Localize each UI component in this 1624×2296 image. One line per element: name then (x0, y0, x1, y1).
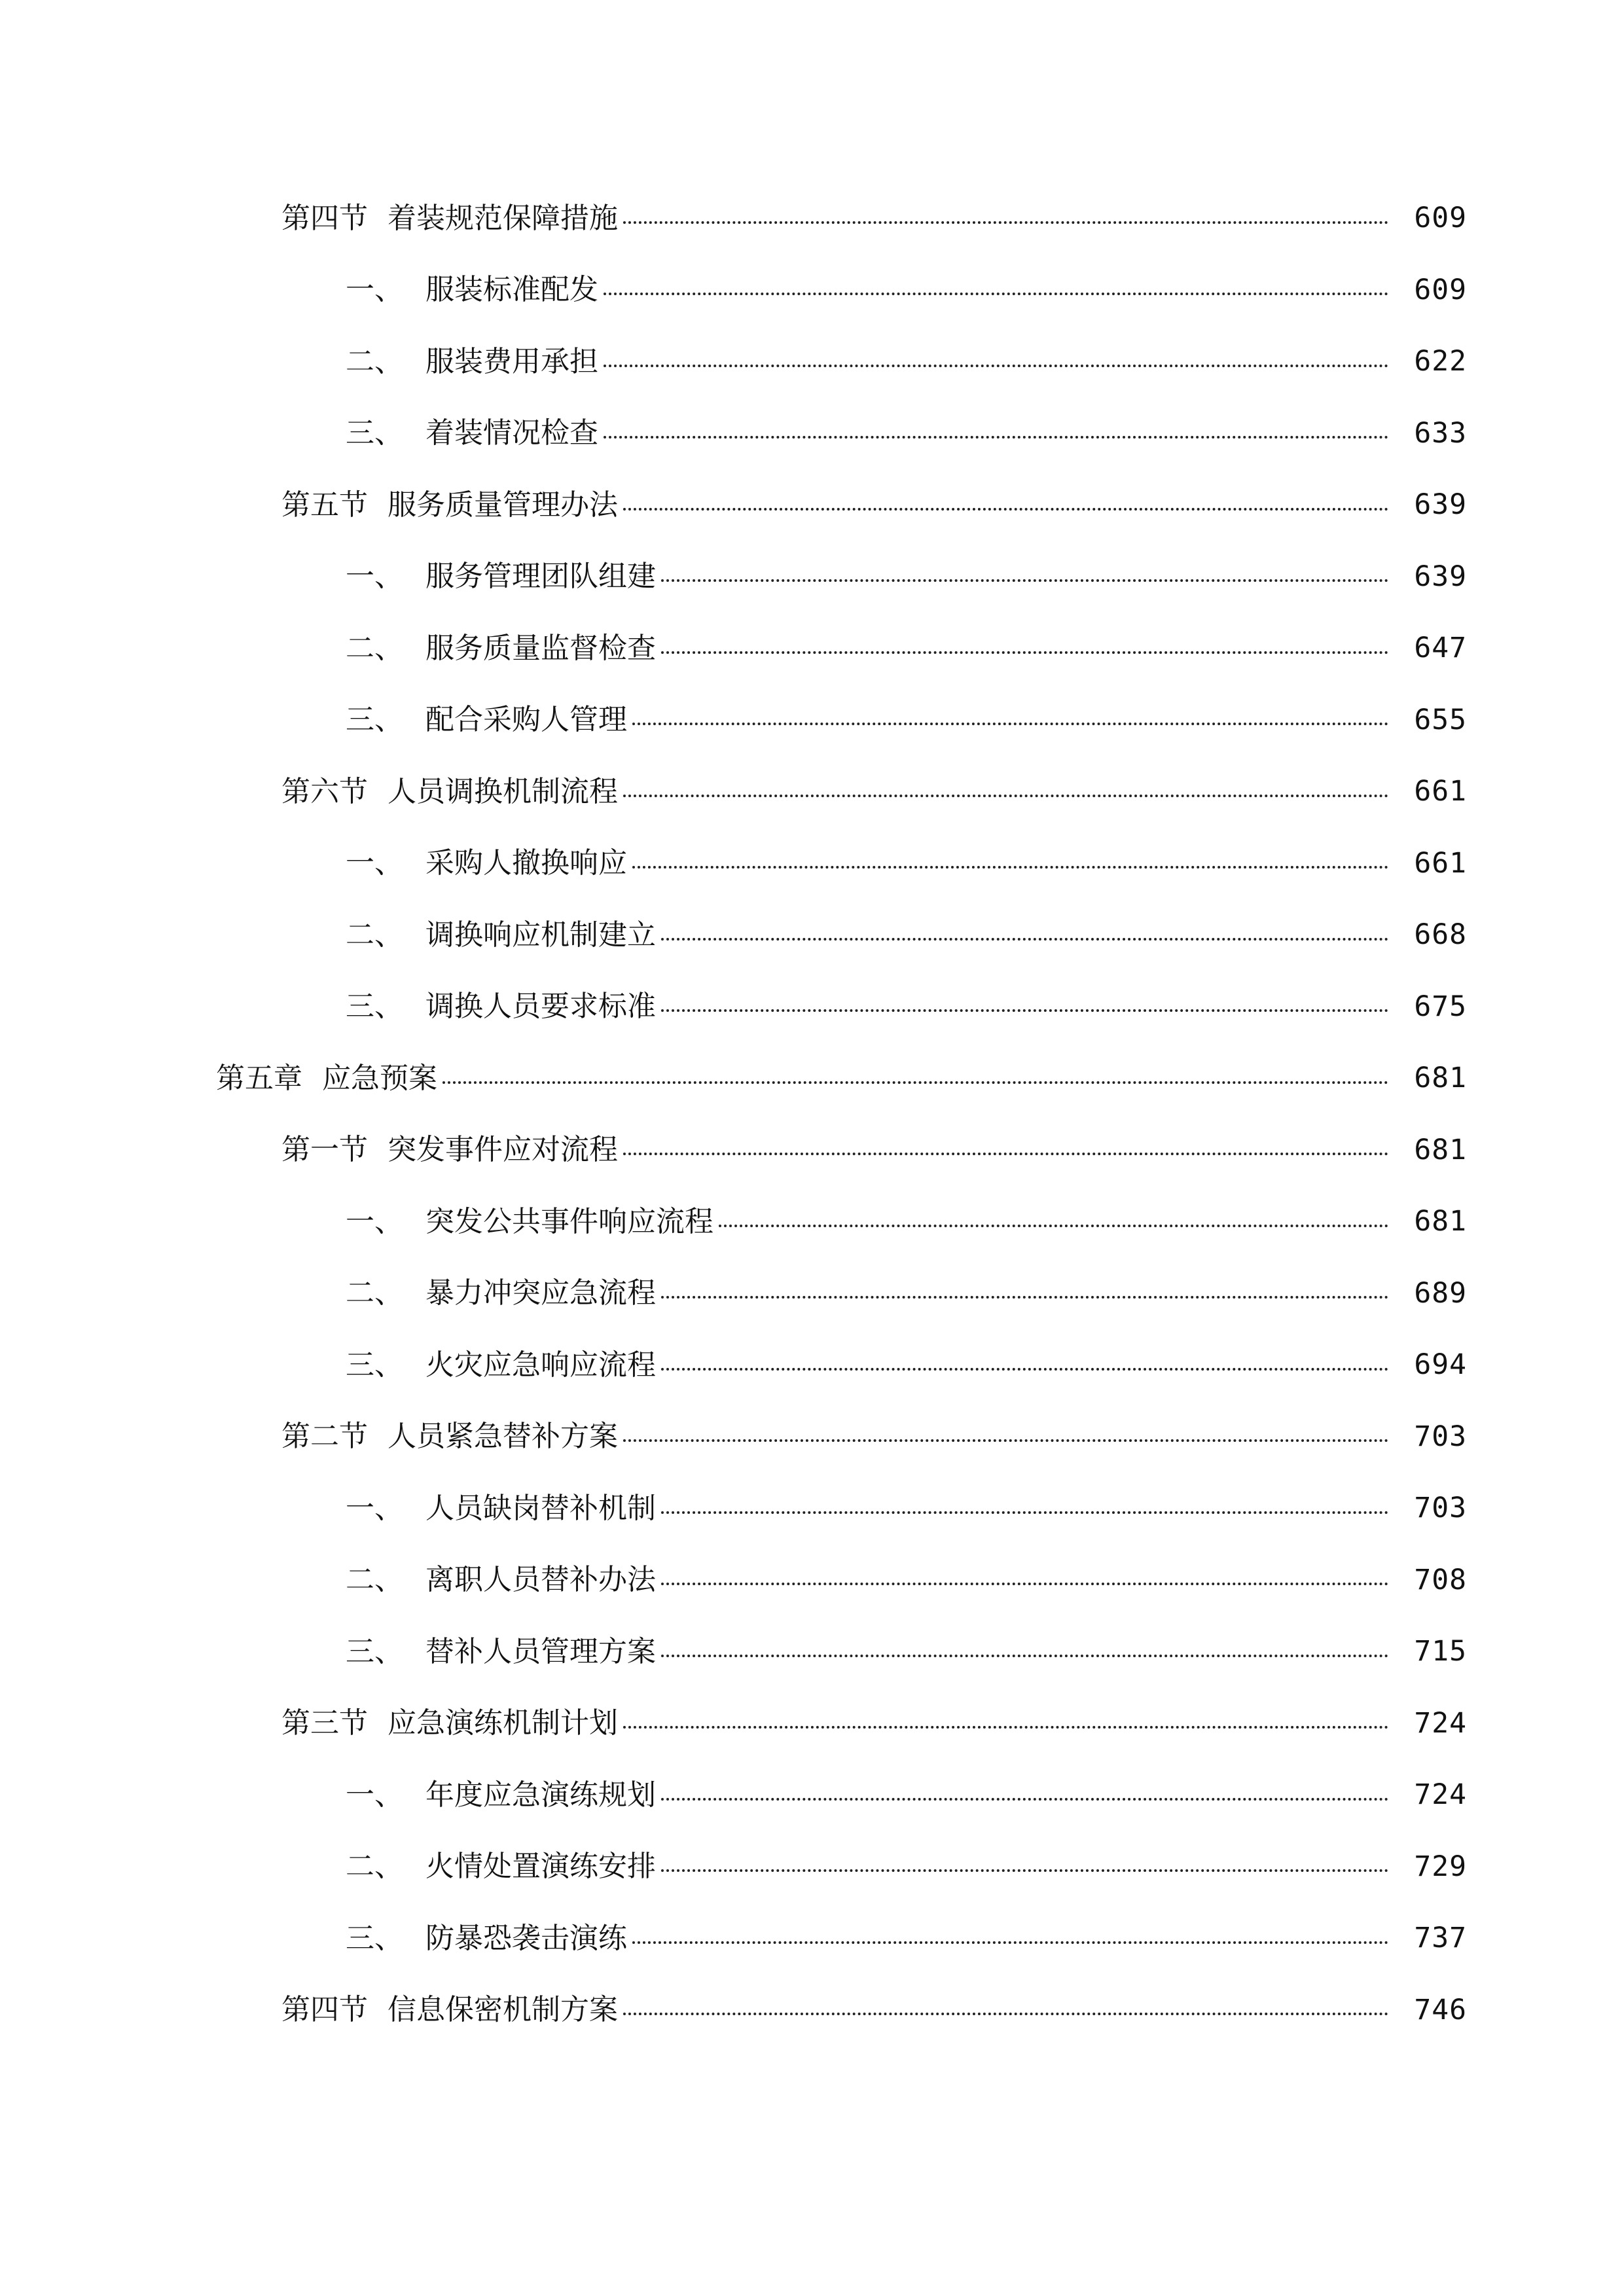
toc-entry-number: 第二节 (281, 1420, 368, 1454)
toc-entry-title: 着装情况检查 (425, 416, 598, 450)
toc-entry-page-number: 639 (1414, 560, 1467, 593)
dot-leader (623, 221, 1388, 224)
toc-entry-page-number: 609 (1414, 273, 1467, 306)
table-of-contents (0, 183, 1624, 2046)
toc-entry-title: 配合采购人管理 (425, 703, 627, 737)
dot-leader (661, 1368, 1388, 1371)
dot-leader (661, 1655, 1388, 1657)
toc-entry-number: 二、 (346, 1276, 403, 1310)
toc-entry-title: 着装规范保障措施 (388, 201, 618, 235)
toc-entry-number: 第三节 (281, 1706, 368, 1740)
toc-entry-page-number: 681 (1414, 1133, 1467, 1166)
toc-entry-number: 三、 (346, 703, 403, 737)
toc-entry-title: 应急预案 (322, 1061, 437, 1095)
toc-entry[interactable] (0, 1043, 1624, 1115)
toc-entry-title: 暴力冲突应急流程 (425, 1276, 656, 1310)
toc-entry-title: 信息保密机制方案 (388, 1993, 618, 2027)
toc-entry[interactable] (0, 828, 1624, 900)
toc-entry[interactable] (0, 541, 1624, 613)
toc-entry[interactable] (0, 971, 1624, 1043)
toc-entry[interactable] (0, 899, 1624, 971)
toc-entry-title: 人员调换机制流程 (388, 774, 618, 808)
toc-entry[interactable] (0, 1473, 1624, 1545)
toc-entry-title: 应急演练机制计划 (388, 1706, 618, 1740)
toc-entry-number: 一、 (346, 1778, 403, 1812)
toc-entry-number: 第六节 (281, 774, 368, 808)
toc-entry-number: 第四节 (281, 201, 368, 235)
toc-entry-title: 火情处置演练安排 (425, 1850, 656, 1884)
dot-leader (623, 2013, 1388, 2015)
toc-entry-number: 一、 (346, 846, 403, 880)
toc-entry-page-number: 681 (1414, 1205, 1467, 1238)
toc-entry-page-number: 668 (1414, 918, 1467, 952)
toc-entry-number: 二、 (346, 918, 403, 952)
toc-entry-page-number: 647 (1414, 632, 1467, 665)
toc-entry[interactable] (0, 1401, 1624, 1473)
toc-entry-number: 一、 (346, 273, 403, 307)
dot-leader (661, 1798, 1388, 1801)
dot-leader (632, 866, 1388, 869)
toc-entry[interactable] (0, 398, 1624, 470)
toc-entry[interactable] (0, 1545, 1624, 1617)
toc-entry-title: 服装费用承担 (425, 344, 598, 378)
toc-entry-number: 一、 (346, 1491, 403, 1525)
toc-entry[interactable] (0, 1688, 1624, 1760)
toc-entry-page-number: 609 (1414, 202, 1467, 235)
toc-entry[interactable] (0, 326, 1624, 398)
toc-entry-title: 服装标准配发 (425, 273, 598, 307)
toc-entry-title: 采购人撤换响应 (425, 846, 627, 880)
toc-entry-title: 服务管理团队组建 (425, 560, 656, 594)
toc-entry[interactable] (0, 685, 1624, 757)
toc-entry[interactable] (0, 613, 1624, 685)
toc-entry-title: 火灾应急响应流程 (425, 1348, 656, 1382)
dot-leader (661, 1869, 1388, 1872)
toc-entry-title: 调换响应机制建立 (425, 918, 656, 952)
toc-entry-page-number: 694 (1414, 1348, 1467, 1382)
toc-entry-page-number: 746 (1414, 1993, 1467, 2026)
dot-leader (632, 723, 1388, 725)
toc-entry-title: 防暴恐袭击演练 (425, 1921, 627, 1955)
toc-entry-title: 调换人员要求标准 (425, 990, 656, 1024)
toc-entry-title: 替补人员管理方案 (425, 1634, 656, 1668)
toc-entry[interactable] (0, 1329, 1624, 1401)
dot-leader (623, 508, 1388, 511)
toc-entry-page-number: 715 (1414, 1635, 1467, 1668)
toc-entry-page-number: 708 (1414, 1563, 1467, 1596)
toc-entry[interactable] (0, 255, 1624, 327)
toc-entry[interactable] (0, 1258, 1624, 1330)
dot-leader (623, 1726, 1388, 1729)
toc-entry-number: 二、 (346, 344, 403, 378)
dot-leader (604, 293, 1388, 295)
toc-entry-page-number: 655 (1414, 703, 1467, 736)
dot-leader (604, 436, 1388, 439)
dot-leader (661, 1009, 1388, 1012)
toc-entry-page-number: 681 (1414, 1062, 1467, 1095)
toc-entry[interactable] (0, 1115, 1624, 1187)
toc-entry[interactable] (0, 469, 1624, 541)
toc-entry-number: 三、 (346, 1921, 403, 1955)
dot-leader (623, 1439, 1388, 1442)
dot-leader (661, 579, 1388, 582)
toc-entry-page-number: 675 (1414, 990, 1467, 1023)
dot-leader (623, 795, 1388, 797)
dot-leader (719, 1225, 1388, 1227)
toc-entry[interactable] (0, 1186, 1624, 1258)
toc-entry-page-number: 729 (1414, 1850, 1467, 1883)
dot-leader (661, 1511, 1388, 1514)
dot-leader (623, 1153, 1388, 1155)
toc-entry[interactable] (0, 1759, 1624, 1831)
toc-entry-number: 第一节 (281, 1133, 368, 1167)
dot-leader (604, 365, 1388, 367)
toc-entry-title: 离职人员替补办法 (425, 1563, 656, 1597)
toc-entry-title: 突发事件应对流程 (388, 1133, 618, 1167)
toc-entry-number: 二、 (346, 1563, 403, 1597)
toc-entry-number: 第四节 (281, 1993, 368, 2027)
toc-entry-title: 服务质量管理办法 (388, 488, 618, 522)
dot-leader (661, 1296, 1388, 1299)
toc-entry-page-number: 703 (1414, 1420, 1467, 1453)
toc-entry-page-number: 622 (1414, 345, 1467, 378)
toc-entry-page-number: 737 (1414, 1922, 1467, 1955)
dot-leader (661, 938, 1388, 941)
toc-entry-number: 三、 (346, 1348, 403, 1382)
toc-entry-title: 年度应急演练规划 (425, 1778, 656, 1812)
toc-entry-number: 第五章 (216, 1061, 302, 1095)
toc-entry-number: 三、 (346, 1634, 403, 1668)
toc-entry-page-number: 639 (1414, 488, 1467, 522)
toc-entry[interactable] (0, 1975, 1624, 2047)
toc-entry-page-number: 724 (1414, 1778, 1467, 1812)
toc-entry-title: 突发公共事件响应流程 (425, 1204, 713, 1238)
toc-entry-page-number: 661 (1414, 775, 1467, 808)
toc-entry[interactable] (0, 756, 1624, 828)
toc-entry-page-number: 689 (1414, 1276, 1467, 1310)
toc-entry-number: 第五节 (281, 488, 368, 522)
toc-entry[interactable] (0, 1903, 1624, 1975)
toc-entry-number: 三、 (346, 990, 403, 1024)
toc-entry-number: 二、 (346, 631, 403, 665)
toc-entry-title: 服务质量监督检查 (425, 631, 656, 665)
toc-entry-number: 一、 (346, 1204, 403, 1238)
toc-entry-page-number: 724 (1414, 1706, 1467, 1740)
toc-entry-title: 人员紧急替补方案 (388, 1420, 618, 1454)
dot-leader (632, 1941, 1388, 1944)
toc-entry-title: 人员缺岗替补机制 (425, 1491, 656, 1525)
dot-leader (661, 1583, 1388, 1585)
toc-entry-page-number: 661 (1414, 846, 1467, 880)
toc-entry[interactable] (0, 1831, 1624, 1903)
toc-entry-number: 一、 (346, 560, 403, 594)
toc-entry[interactable] (0, 183, 1624, 255)
toc-entry-number: 二、 (346, 1850, 403, 1884)
toc-entry[interactable] (0, 1616, 1624, 1688)
toc-entry-page-number: 703 (1414, 1492, 1467, 1525)
toc-entry-number: 三、 (346, 416, 403, 450)
toc-entry-page-number: 633 (1414, 416, 1467, 450)
dot-leader (661, 651, 1388, 654)
dot-leader (442, 1081, 1388, 1084)
